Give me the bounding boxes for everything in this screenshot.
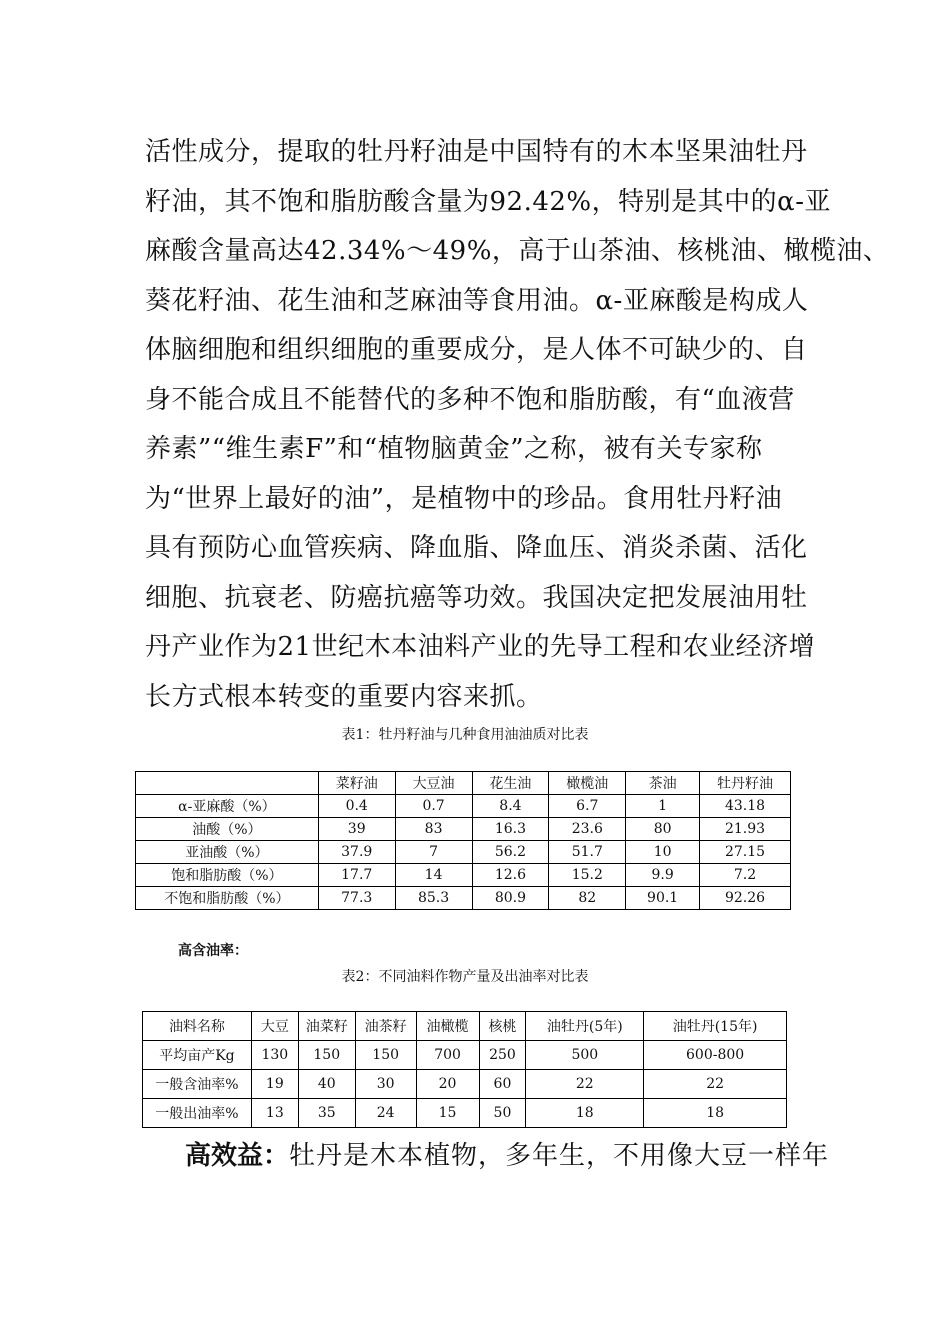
table-cell: 0.4 [318, 795, 395, 818]
table-row [136, 795, 791, 818]
row-label: 平均亩产Kg [143, 1041, 252, 1070]
table-cell: 20 [416, 1070, 479, 1099]
table-header-row [136, 772, 791, 795]
paragraph-line: 养素”“维生素F”和“植物脑黄金”之称，被有关专家称 [145, 434, 763, 464]
table-header-cell: 油料名称 [143, 1012, 252, 1041]
table-cell: 21.93 [700, 818, 791, 841]
table-cell: 24 [355, 1099, 416, 1128]
table-cell: 37.9 [318, 841, 395, 864]
row-label: 饱和脂肪酸（%） [136, 864, 319, 887]
table1-caption: 表1：牡丹籽油与几种食用油油质对比表 [341, 727, 589, 743]
paragraph-line: 具有预防心血管疾病、降血脂、降血压、消炎杀菌、活化 [145, 533, 808, 563]
row-label: 油酸（%） [136, 818, 319, 841]
table-cell: 15.2 [549, 864, 626, 887]
table-cell: 150 [298, 1041, 355, 1070]
table-cell: 14 [395, 864, 472, 887]
table-header-cell: 油橄榄 [416, 1012, 479, 1041]
table-cell: 18 [644, 1099, 787, 1128]
table-header-cell: 油菜籽 [298, 1012, 355, 1041]
paragraph-line: 长方式根本转变的重要内容来抓。 [145, 681, 543, 712]
paragraph-line: 活性成分，提取的牡丹籽油是中国特有的木本坚果油牡丹 [145, 137, 808, 167]
table-cell: 23.6 [549, 818, 626, 841]
table-header-cell [136, 772, 319, 795]
table-cell: 90.1 [626, 887, 700, 910]
table-row [143, 1041, 787, 1070]
table-row [143, 1070, 787, 1099]
table-cell: 9.9 [626, 864, 700, 887]
table-cell: 13 [251, 1099, 298, 1128]
table-header-cell: 花生油 [472, 772, 549, 795]
body-paragraph [145, 128, 890, 722]
table-cell: 10 [626, 841, 700, 864]
table-cell: 500 [526, 1041, 644, 1070]
paragraph-line: 籽油，其不饱和脂肪酸含量为92.42%，特别是其中的α-亚 [145, 186, 831, 217]
table-cell: 19 [251, 1070, 298, 1099]
table-cell: 150 [355, 1041, 416, 1070]
paragraph-line: 体脑细胞和组织细胞的重要成分，是人体不可缺少的、自 [145, 335, 808, 365]
table-cell: 40 [298, 1070, 355, 1099]
table-cell: 7.2 [700, 864, 791, 887]
table-cell: 50 [479, 1099, 526, 1128]
table-header-row [143, 1012, 787, 1041]
table-cell: 0.7 [395, 795, 472, 818]
table-cell: 18 [526, 1099, 644, 1128]
table-cell: 80.9 [472, 887, 549, 910]
table2-caption: 表2：不同油料作物产量及出油率对比表 [341, 969, 589, 985]
row-label: 一般出油率% [143, 1099, 252, 1128]
table-cell: 80 [626, 818, 700, 841]
table-cell: 22 [644, 1070, 787, 1099]
table-cell: 35 [298, 1099, 355, 1128]
table-row [136, 818, 791, 841]
table-header-cell: 油牡丹(15年) [644, 1012, 787, 1041]
paragraph-line: 麻酸含量高达42.34%～49%，高于山茶油、核桃油、橄榄油、 [145, 236, 890, 266]
paragraph-line: 为“世界上最好的油”，是植物中的珍品。食用牡丹籽油 [145, 483, 783, 514]
table-cell: 130 [251, 1041, 298, 1070]
table-header-cell: 油牡丹(5年) [526, 1012, 644, 1041]
row-label: 一般含油率% [143, 1070, 252, 1099]
high-benefit-paragraph [185, 1135, 829, 1172]
table-cell: 12.6 [472, 864, 549, 887]
table-cell: 250 [479, 1041, 526, 1070]
table-cell: 7 [395, 841, 472, 864]
paragraph-line: 身不能合成且不能替代的多种不饱和脂肪酸，有“血液营 [145, 384, 795, 415]
row-label: α-亚麻酸（%） [136, 795, 319, 818]
table-header-cell: 大豆油 [395, 772, 472, 795]
table-cell: 83 [395, 818, 472, 841]
paragraph-line: 葵花籽油、花生油和芝麻油等食用油。α-亚麻酸是构成人 [145, 285, 809, 316]
table-cell: 30 [355, 1070, 416, 1099]
table-cell: 43.18 [700, 795, 791, 818]
table-cell: 700 [416, 1041, 479, 1070]
paragraph-line: 细胞、抗衰老、防癌抗癌等功效。我国决定把发展油用牡 [145, 582, 808, 613]
paragraph-line: 丹产业作为21世纪木本油料产业的先导工程和农业经济增 [145, 632, 816, 662]
table-cell: 77.3 [318, 887, 395, 910]
table-header-cell: 牡丹籽油 [700, 772, 791, 795]
high-benefit-text: 牡丹是木本植物，多年生，不用像大豆一样年 [289, 1141, 830, 1171]
table-cell: 60 [479, 1070, 526, 1099]
oil-quality-table [135, 771, 791, 910]
table-row [143, 1099, 787, 1128]
table-cell: 17.7 [318, 864, 395, 887]
table-cell: 8.4 [472, 795, 549, 818]
row-label: 亚油酸（%） [136, 841, 319, 864]
table-header-cell: 菜籽油 [318, 772, 395, 795]
table-header-cell: 茶油 [626, 772, 700, 795]
table-cell: 39 [318, 818, 395, 841]
table-row [136, 864, 791, 887]
row-label: 不饱和脂肪酸（%） [136, 887, 319, 910]
table-cell: 22 [526, 1070, 644, 1099]
table-cell: 1 [626, 795, 700, 818]
table-row [136, 841, 791, 864]
table-cell: 82 [549, 887, 626, 910]
table-header-cell: 大豆 [251, 1012, 298, 1041]
table-row [136, 887, 791, 910]
table-cell: 15 [416, 1099, 479, 1128]
table-cell: 92.26 [700, 887, 791, 910]
table-cell: 85.3 [395, 887, 472, 910]
table-cell: 6.7 [549, 795, 626, 818]
oil-yield-table [142, 1011, 787, 1128]
table-header-cell: 橄榄油 [549, 772, 626, 795]
high-oil-content-heading: 高含油率： [178, 943, 248, 959]
table-cell: 56.2 [472, 841, 549, 864]
high-benefit-heading: 高效益： [185, 1141, 290, 1171]
table-cell: 600-800 [644, 1041, 787, 1070]
table-cell: 27.15 [700, 841, 791, 864]
table-header-cell: 核桃 [479, 1012, 526, 1041]
table-header-cell: 油茶籽 [355, 1012, 416, 1041]
table-cell: 16.3 [472, 818, 549, 841]
table-cell: 51.7 [549, 841, 626, 864]
